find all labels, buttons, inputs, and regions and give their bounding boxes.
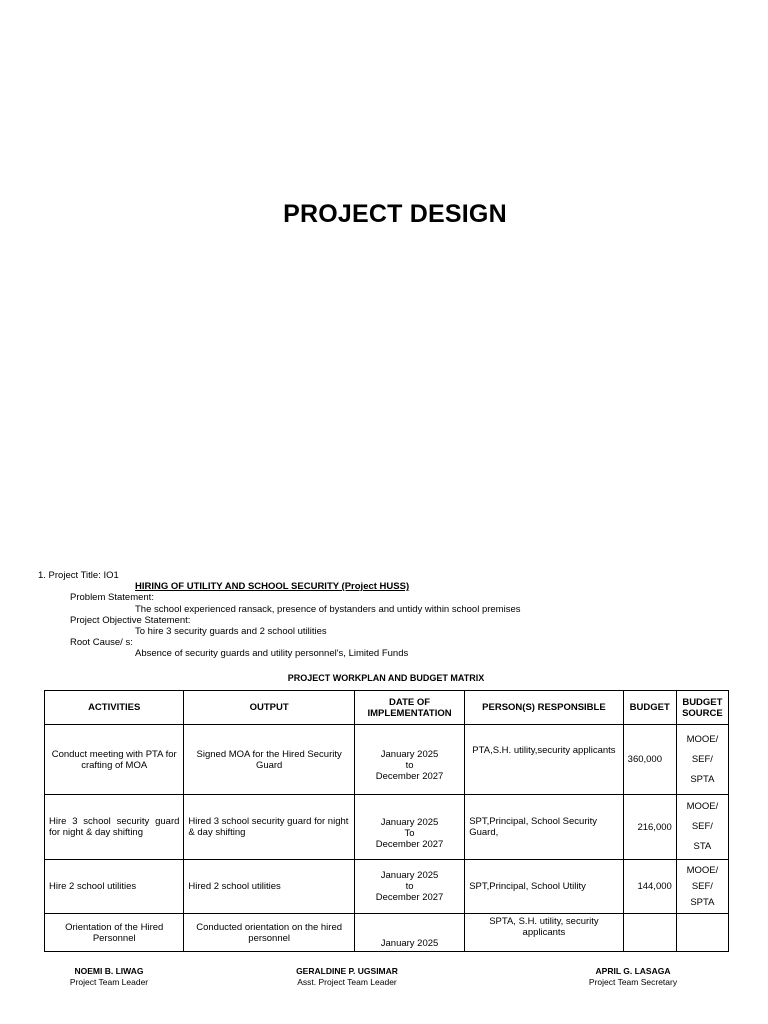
signatory-role: Project Team Leader <box>69 976 149 987</box>
signatory-name: GERALDINE P. UGSIMAR <box>296 966 398 976</box>
cell-persons: SPT,Principal, School Security Guard, <box>465 795 623 860</box>
cell-persons: SPTA, S.H. utility, security applicants <box>465 914 623 952</box>
source-item: MOOE/ <box>686 864 719 876</box>
date-from: January 2025 <box>380 870 439 881</box>
source-item: SEF/ <box>691 880 713 892</box>
source-item: SPTA <box>690 773 715 785</box>
source-item: SEF/ <box>691 821 713 832</box>
cell-output: Signed MOA for the Hired Security Guard <box>184 725 354 795</box>
cell-budget: 144,000 <box>623 860 676 914</box>
cell-source <box>676 860 728 914</box>
table-row <box>45 795 729 860</box>
signatory-role: Asst. Project Team Leader <box>297 976 397 987</box>
problem-label: Problem Statement: <box>70 592 154 604</box>
header-date-line2: IMPLEMENTATION <box>367 707 452 719</box>
header-activities: ACTIVITIES <box>45 691 184 725</box>
project-title-line: 1. Project Title: IO1 <box>38 570 119 581</box>
cell-source <box>676 725 728 795</box>
cell-activity: Hire 3 school security guard for night & day shifting <box>45 795 184 860</box>
header-persons: PERSON(S) RESPONSIBLE <box>465 691 623 725</box>
cell-activity: Hire 2 school utilities <box>45 860 184 914</box>
signatory-role: Project Team Secretary <box>588 976 678 987</box>
project-name: HIRING OF UTILITY AND SCHOOL SECURITY (Project HUSS) <box>135 581 410 593</box>
date-sep: to <box>405 760 414 771</box>
date-to: December 2027 <box>375 771 444 782</box>
date-from: January 2025 <box>380 816 439 828</box>
cell-activity: Orientation of the Hired Personnel <box>45 914 184 952</box>
cell-date <box>354 795 464 860</box>
table-row <box>45 860 729 914</box>
cell-budget: 216,000 <box>623 795 676 860</box>
root-cause-text: Absence of security guards and utility personnel's, Limited Funds <box>135 648 409 660</box>
table-row <box>45 914 729 952</box>
source-item: MOOE/ <box>686 801 719 812</box>
cell-budget <box>623 914 676 952</box>
cell-persons: PTA,S.H. utility,security applicants <box>465 725 623 795</box>
root-cause-label: Root Cause/ s: <box>70 637 133 649</box>
signatory-name: APRIL G. LASAGA <box>595 966 671 976</box>
source-item: MOOE/ <box>686 733 719 745</box>
objective-label: Project Objective Statement: <box>70 614 191 626</box>
source-item: SPTA <box>690 896 715 908</box>
header-source-line1: BUDGET <box>682 696 723 708</box>
cell-budget: 360,000 <box>623 725 676 795</box>
page-title: PROJECT DESIGN <box>283 200 507 228</box>
cell-output: Conducted orientation on the hired personnel <box>184 914 354 952</box>
workplan-budget-table <box>44 690 729 952</box>
cell-activity: Conduct meeting with PTA for crafting of MOA <box>45 725 184 795</box>
header-output: OUTPUT <box>184 691 354 725</box>
cell-date <box>354 725 464 795</box>
cell-source <box>676 914 728 952</box>
project-info <box>38 570 738 660</box>
cell-date <box>354 860 464 914</box>
source-item: SEF/ <box>691 753 713 765</box>
cell-persons: SPT,Principal, School Utility <box>465 860 623 914</box>
cell-source <box>676 795 728 860</box>
signatory-assistant <box>277 966 417 987</box>
cell-output: Hired 2 school utilities <box>184 860 354 914</box>
date-to: December 2027 <box>375 892 444 903</box>
table-header-row <box>45 691 729 725</box>
problem-text: The school experienced ransack, presence of bystanders and untidy within school premises <box>135 603 521 615</box>
matrix-title: PROJECT WORKPLAN AND BUDGET MATRIX <box>287 673 485 683</box>
signatory-leader <box>44 966 174 987</box>
date-sep: To <box>404 827 415 839</box>
date-sep: to <box>405 881 414 892</box>
table-row <box>45 725 729 795</box>
header-source-line2: SOURCE <box>682 707 723 719</box>
cell-output: Hired 3 school security guard for night & day shifting <box>184 795 354 860</box>
date-from: January 2025 <box>380 749 439 760</box>
header-source <box>676 691 728 725</box>
header-budget: BUDGET <box>623 691 676 725</box>
objective-text: To hire 3 security guards and 2 school utilities <box>135 626 327 638</box>
cell-date: January 2025 <box>354 914 464 952</box>
signatory-secretary <box>573 966 693 987</box>
source-item: STA <box>693 841 712 852</box>
signatory-name: NOEMI B. LIWAG <box>74 966 144 976</box>
header-date-line1: DATE OF <box>389 696 431 708</box>
header-date <box>354 691 464 725</box>
date-to: December 2027 <box>375 838 444 850</box>
